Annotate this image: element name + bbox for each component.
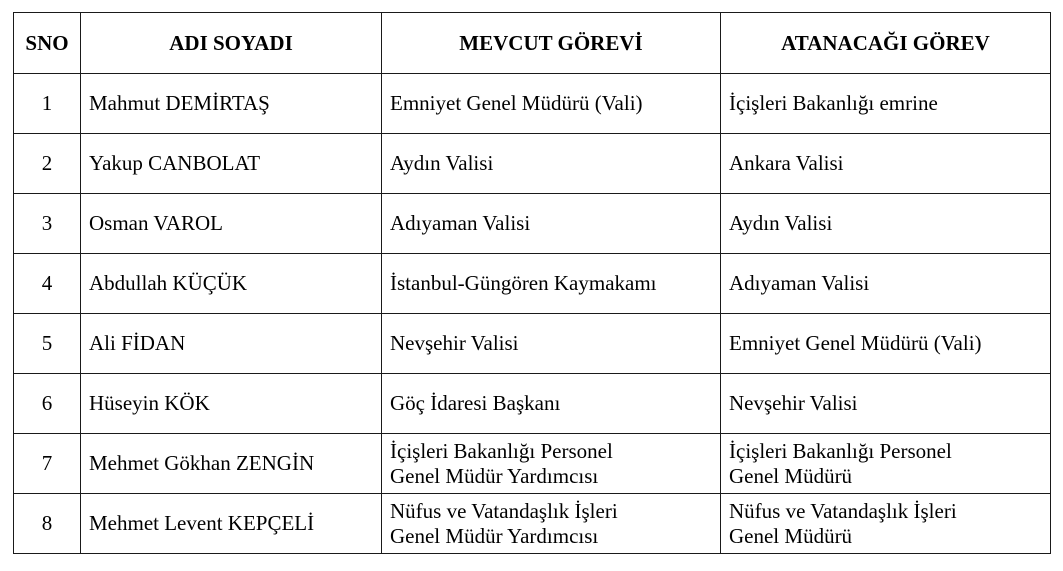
row-name: Mehmet Gökhan ZENGİN	[81, 434, 382, 494]
position-line: Emniyet Genel Müdürü (Vali)	[729, 331, 982, 355]
row-name: Abdullah KÜÇÜK	[81, 254, 382, 314]
position-line: Ankara Valisi	[729, 151, 844, 175]
position-line: Nüfus ve Vatandaşlık İşleri	[729, 498, 957, 523]
header-new-position: ATANACAĞI GÖREV	[721, 13, 1051, 74]
row-new-position	[721, 434, 1051, 494]
header-current-position: MEVCUT GÖREVİ	[382, 13, 721, 74]
row-new-position	[721, 134, 1051, 194]
row-name: Mahmut DEMİRTAŞ	[81, 74, 382, 134]
row-current-position	[382, 194, 721, 254]
row-name: Mehmet Levent KEPÇELİ	[81, 494, 382, 554]
row-current-position	[382, 314, 721, 374]
row-new-position	[721, 374, 1051, 434]
row-new-position	[721, 194, 1051, 254]
position-line: Genel Müdürü	[729, 463, 853, 488]
row-current-position	[382, 434, 721, 494]
row-new-position	[721, 494, 1051, 554]
position-line: İçişleri Bakanlığı emrine	[729, 91, 938, 115]
row-sno: 3	[14, 194, 81, 254]
position-line: Emniyet Genel Müdürü (Vali)	[390, 91, 643, 115]
row-current-position	[382, 254, 721, 314]
position-line: İstanbul-Güngören Kaymakamı	[390, 271, 657, 295]
row-sno: 8	[14, 494, 81, 554]
row-new-position	[721, 74, 1051, 134]
position-line: Aydın Valisi	[729, 211, 833, 235]
row-sno: 1	[14, 74, 81, 134]
row-new-position	[721, 254, 1051, 314]
position-line: İçişleri Bakanlığı Personel	[390, 438, 613, 463]
row-current-position	[382, 494, 721, 554]
row-current-position	[382, 374, 721, 434]
table-header-row	[14, 13, 1051, 74]
row-sno: 4	[14, 254, 81, 314]
row-current-position	[382, 134, 721, 194]
table-body	[14, 74, 1051, 554]
row-sno: 5	[14, 314, 81, 374]
position-line: Nüfus ve Vatandaşlık İşleri	[390, 498, 618, 523]
row-current-position	[382, 74, 721, 134]
table-row	[14, 254, 1051, 314]
position-line: Nevşehir Valisi	[729, 391, 858, 415]
row-name: Hüseyin KÖK	[81, 374, 382, 434]
header-sno: SNO	[14, 13, 81, 74]
table-row	[14, 194, 1051, 254]
position-line: Nevşehir Valisi	[390, 331, 519, 355]
position-line: Genel Müdür Yardımcısı	[390, 463, 599, 488]
table-row	[14, 134, 1051, 194]
row-sno: 2	[14, 134, 81, 194]
table-row	[14, 374, 1051, 434]
position-line: İçişleri Bakanlığı Personel	[729, 438, 952, 463]
position-line: Genel Müdür Yardımcısı	[390, 523, 599, 548]
table-row	[14, 494, 1051, 554]
table-row	[14, 74, 1051, 134]
row-name: Yakup CANBOLAT	[81, 134, 382, 194]
position-line: Genel Müdürü	[729, 523, 853, 548]
row-sno: 6	[14, 374, 81, 434]
position-line: Adıyaman Valisi	[390, 211, 531, 235]
table-row	[14, 434, 1051, 494]
row-name: Ali FİDAN	[81, 314, 382, 374]
header-name: ADI SOYADI	[81, 13, 382, 74]
appointments-table	[13, 12, 1051, 554]
row-new-position	[721, 314, 1051, 374]
position-line: Aydın Valisi	[390, 151, 494, 175]
position-line: Göç İdaresi Başkanı	[390, 391, 561, 415]
position-line: Adıyaman Valisi	[729, 271, 870, 295]
row-sno: 7	[14, 434, 81, 494]
row-name: Osman VAROL	[81, 194, 382, 254]
table-row	[14, 314, 1051, 374]
